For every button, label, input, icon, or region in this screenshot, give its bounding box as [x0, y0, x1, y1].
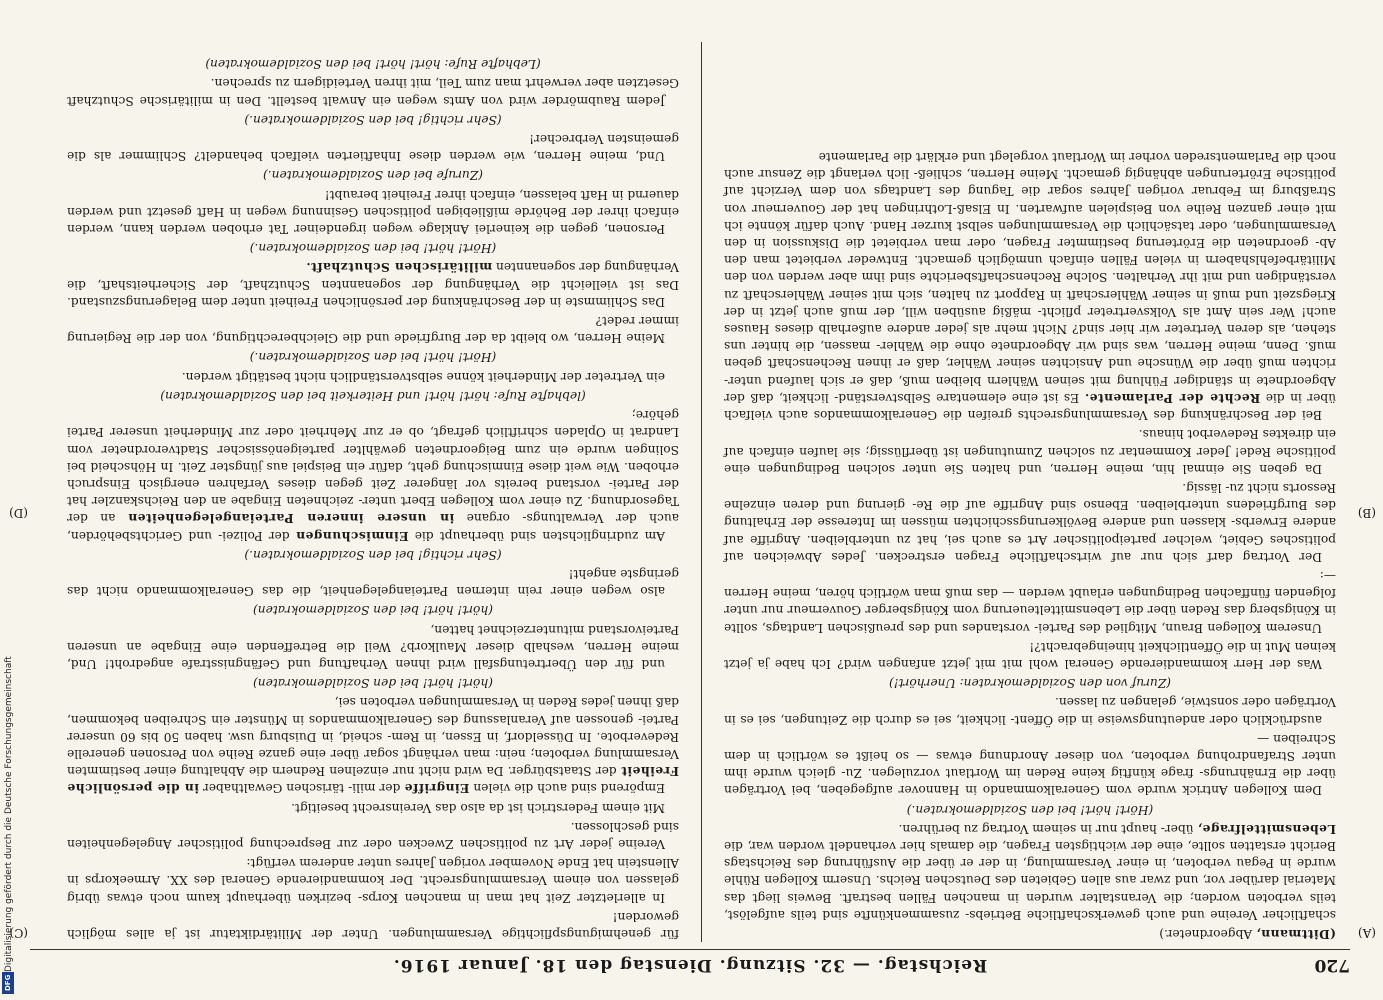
paragraph: schaftlicher Vereine und auch gewerkschaftliche Betriebs- zusammenkünfte sind teils aufgelöst, teils verboten worden; die Veranstalter wurden in manchen Fällen bestraft. Beweis liegt das Material darüber vor, und zwar aus allen Gebieten des Deutschen Reichs. Unserm Kollegen Rühle wurde in Pegau verboten, in einer Versammlung, in der er über die Ausführung des Reichstags Bericht erstatten sollte, eine der wichtigsten Fragen, die damals hier verhandelt worden war, die Lebensmittelfrage, über- haupt nur in seinem Vortrag zu berühren.: [724, 821, 1336, 922]
page-number: 720: [1314, 955, 1350, 975]
page-header: [30, 949, 1350, 980]
interjection: (hört! hört! bei den Sozialdemokraten): [253, 676, 493, 691]
paragraph: Personen, gegen die keinerlei Anklage wegen irgendeiner Tat erhoben werden kann, werden einfach ihrer der Behörde mißliebigen politischen Gesinnung wegen in Haft gesetzt und werden dauernd in Haft belassen, einfach ihrer Freiheit beraubt!: [67, 187, 679, 237]
digitization-credit: [2, 600, 16, 990]
paragraph: Meine Herren, wo bleibt da der Burgfriede und die Gleichberechtigung, von der die Regierung immer redet?: [67, 314, 679, 346]
paragraph: Da geben Sie einmal hin, meine Herren, und halten Sie unter solchen Bedingungen eine politische Rede! Jeder Kommentar zu solchen Zumutungen ist überflüssig; sie laufen einfach auf ein direktes Redeverbot hinaus.: [724, 427, 1336, 476]
paragraph: Jedem Raubmörder wird von Amts wegen ein Anwalt bestellt. Den in militärische Schutzhaft Gesetzten aber verwehrt man zum Teil, mit ihren Verteidigern zu sprechen.: [67, 76, 679, 108]
paragraph: und für den Übertretungsfall wird ihnen Verhaftung und Gefängnisstrafe angedroht! Und, meine Herren, weshalb dieser Maulkorb? Weil die Betreffenden eine Eingabe an unseren Parteivorstand mitunterzeichnet hatten,: [67, 622, 679, 671]
column-divider: [701, 42, 702, 942]
interjection: (Sehr richtig! bei den Sozialdemokraten.): [244, 547, 502, 562]
paragraph: für genehmigungspflichtige Versammlungen. Unter der Militärdiktatur ist ja alles möglich geworden!: [67, 909, 679, 941]
interjection: (Sehr richtig! bei den Sozialdemokraten.): [244, 112, 502, 127]
margin-marker-c: (C): [9, 926, 28, 940]
paragraph: In allerletzter Zeit hat man in manchen Korps- bezirken überhaupt kaum noch etwas übrig gelassen von einem Versammlungsrecht. Der kommandierende General des XX. Armeekorps in Allenstein hat Ende November vorigen Jahres unter anderem verfügt:: [67, 856, 679, 905]
left-column: [710, 42, 1350, 942]
paragraph: Der Vortrag darf sich nur auf wirtschaftliche Fragen erstrecken. Jedes Abweichen auf politisches Gebiet, welcher parteipolitischer Art es auch sei, hat zu unterbleiben. Angriffe auf andere Erwerbs- klassen und andere Bevölkerungsschichten müssen im Interesse der Erhaltung des Burgfriedens unterbleiben. Ebenso sind Angriffe auf die Re- gierung und deren einzelne Ressorts nicht zu- lässig.: [724, 480, 1336, 564]
paragraph: Am zudringlichsten sind überhaupt die Einmischungen der Polizei- und Gerichtsbehörden, auch der Verwaltungs- organe in unsere inneren Parteiangelegenheiten an der Tagesordnung. Zu einer vom Kollegen Ebert unter- zeichneten Eingabe an den Reichskanzler hat der Partei- vorstand bereits vor längerer Zeit gegen dieses Verfahren energisch Einspruch erhoben. Wie weit diese Einmischung geht, dafür ein Beispiel aus jüngster Zeit. In Höhscheid bei Solingen wurde ein zum Beigeordneten gewählter parteigenössischer Stadtverordneter vom Landrat in Opladen schriftlich gefragt, ob er zur Mehrheit oder zur Minderheit unserer Partei gehöre;: [67, 408, 679, 543]
right-column: [53, 42, 693, 942]
paragraph: Dem Kollegen Antrick wurde vom Generalkommando in Hannover aufgegeben, bei Vorträgen über die Ernährungs- frage künftig keine Reden im Wortlaut vorzulegen. Zu- gleich wurde ihm unter Strafandrohung verboten, von dieser Anordnung etwas — so heißt es wörtlich in dem Schreiben —: [724, 731, 1336, 798]
interjection: (Zurufe bei den Sozialdemokraten.): [263, 168, 484, 183]
interjection: (hört! hört! bei den Sozialdemokraten): [253, 603, 493, 618]
text-columns: [30, 42, 1350, 942]
paragraph: ein Vertreter der Minderheit könne selbstverständlich nicht bestätigt werden.: [181, 369, 665, 384]
paragraph: Vereine jeder Art zu politischen Zwecken oder zur Besprechung politischer Angelegenheiten sind geschlossen.: [67, 819, 679, 851]
interjection: (Hört! hört! bei den Sozialdemokraten.): [249, 350, 497, 365]
paragraph: Empörend sind auch die vielen Eingriffe der mili- tärischen Gewalthaber in die persönliche Freiheit der Staatsbürger. Da wird nicht nur einzelnen Rednern die Abhaltung einer bestimmten Versammlung verboten; nein: man verhängt sogar über eine ganze Reihe von Personen generelle Redeverbote. In Düsseldorf, in Essen, in Rem- scheid, in Duisburg usw. haben 50 bis 60 unserer Partei- genossen auf Veranlassung des Generalkommandos in Münster ein Schreiben bekommen, daß ihnen jedes Reden in Versammlungen verboten sei,: [67, 695, 679, 796]
paragraph: (Dittmann, Abgeordneter.): [1159, 927, 1336, 941]
margin-marker-b: (B): [1357, 506, 1376, 520]
page-title: Reichstag. — 32. Sitzung. Dienstag den 18. Januar 1916.: [392, 955, 988, 975]
margin-marker-a: (A): [1357, 926, 1376, 940]
paragraph: Unserem Kollegen Braun, Mitglied des Partei- vorstandes und des preußischen Landtags, sollte in Königsberg das Reden über die Lebensmittelteuerung vom Königsberger Gouverneur nur unter folgenden fünffachen Bedingungen erlaubt werden — das muß man wörtlich hören, meine Herren —:: [724, 568, 1336, 635]
interjection: (lebhafte Rufe: hört! hört! und Heiterkeit bei den Sozialdemokraten): [160, 388, 586, 403]
interjection: (Zuruf von den Sozialdemokraten: Unerhört!): [888, 676, 1172, 691]
paragraph: Und, meine Herren, wie werden diese Inhaftierten vielfach behandelt? Schlimmer als die gemeinsten Verbrecher!: [67, 132, 679, 164]
paragraph: Bei der Beschränkung des Versammlungsrechts greifen die Generalkommandos auch vielfach über in die Rechte der Parlamente. Es ist eine elementare Selbstverständ- lichkeit, daß der Abgeordnete in ständiger Fühlung mit seinen Wählern bleiben muß, daß er sich laufend unter- richten muß über die Wünsche und Ansichten seiner Wähler, daß er ihnen Rechenschaft geben muß. Denn, meine Herren, was sind wir Abgeordnete ohne die Wähler- massen, die hinter uns stehen, als deren Vertreter wir hier sind? Nicht mehr als jeder andere außerhalb dieses Hauses auch! Wer sein Amt als Volksvertreter pflicht- mäßig ausüben will, der muß auch jetzt in der Kriegszeit und muß in seiner Wählerschaft in Rapport zu halten, sich mit seiner Wählerschaft zu verständigen und mit ihr Verhalten. Solche Rechenschaftsberichte sind ihm aber werden von den Militärbefehlshabern in vielen Fällen einfach unmöglich gemacht. Entweder verbietet man den Ab- geordneten die Erörterung bestimmter Fragen, oder man verbietet die Diskussion in den Versammlungen, oder tatsächlich die Versammlungen selbst kurzer Hand. Auch dafür könnte ich mit einer ganzen Reihe von Beispielen aufwarten. In Elsaß-Lothringen hat der Gouverneur von Straßburg im Februar vorigen Jahres sogar die Tagung des Landtags von dem Verzicht auf politische Erörterungen abhängig gemacht. Meine Herren, schließ- lich verlangt die Zensur auch noch die Parlamentsreden vorher im Wortlaut vorgelegt und erklärt die Parlamente: [724, 150, 1336, 423]
paragraph: ausdrücklich oder andeutungsweise in die Öffent- lichkeit, sei es durch die Zeitungen, sei es in Vorträgen oder sonstwie, gelangen zu lassen.: [724, 695, 1336, 727]
interjection: (Hört! hört! bei den Sozialdemokraten.): [249, 241, 497, 256]
margin-marker-d: (D): [9, 506, 28, 520]
interjection: (Hört! hört! bei den Sozialdemokraten.): [906, 802, 1154, 817]
credit-text: Digitalisierung gefördert durch die Deutsche Forschungsgemeinschaft: [4, 656, 14, 972]
dfg-logo: DFG: [2, 972, 14, 994]
paragraph: Mit einem Federstrich ist da also das Vereinsrecht beseitigt.: [291, 800, 665, 815]
paragraph: also wegen einer rein internen Parteiangelegenheit, die das Generalkommando nicht das geringste angeht!: [67, 566, 679, 599]
paragraph: Was der Herr kommandierende General wohl mit mit jetzt anfangen wird? Ich habe ja jetzt keinen Mut in die Öffentlichkeit hineingebracht?!: [724, 639, 1336, 671]
interjection: (Lebhafte Rufe: hört! hört! bei den Sozialdemokraten): [205, 57, 541, 72]
paragraph: Das Schlimmste in der Beschränkung der persönlichen Freiheit unter dem Belagerungszustand. Das ist vielleicht die Verhängung der sogenannten Schutzhaft, der Sicherheitshaft, die Verhängung der sogenannten militärischen Schutzhaft.: [67, 260, 679, 309]
